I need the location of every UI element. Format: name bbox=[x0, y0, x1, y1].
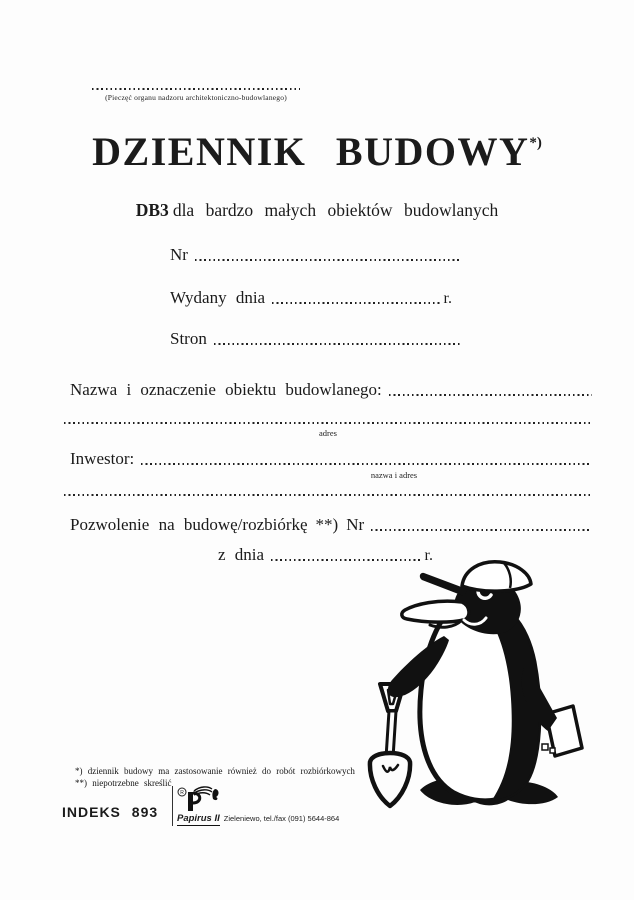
page-title: DZIENNIK BUDOWY*) bbox=[92, 129, 542, 174]
object-caption: adres bbox=[319, 428, 337, 438]
investor-fill-line-2[interactable] bbox=[64, 494, 592, 496]
issued-date-label: Wydany dnia bbox=[170, 288, 266, 307]
object-fill-line[interactable] bbox=[389, 394, 592, 396]
stamp-fill-line[interactable] bbox=[92, 88, 300, 90]
object-fill-line-2[interactable] bbox=[64, 422, 592, 424]
index-number: INDEKS 893 bbox=[62, 804, 159, 820]
object-label: Nazwa i oznaczenie obiektu budowlanego: bbox=[70, 380, 382, 399]
field-pages bbox=[170, 330, 462, 349]
field-investor bbox=[70, 450, 592, 469]
publisher-brand: Papirus II bbox=[177, 813, 220, 824]
pages-fill-line[interactable] bbox=[214, 343, 462, 345]
footnote-1: *) dziennik budowy ma zastosowanie również do robót rozbiórkowych bbox=[75, 766, 355, 776]
pages-label: Stron bbox=[170, 329, 207, 348]
publisher-details: Zieleniewo, tel./fax (091) 5644-864 bbox=[223, 814, 340, 823]
form-code: DB3 bbox=[135, 200, 169, 220]
investor-caption: nazwa i adres bbox=[370, 470, 418, 480]
permit-date-label: z dnia bbox=[218, 545, 265, 564]
permit-fill-line[interactable] bbox=[371, 529, 592, 531]
papirus-logo-icon bbox=[177, 786, 223, 812]
svg-text:R: R bbox=[180, 790, 184, 796]
permit-nr-label: Nr bbox=[346, 515, 365, 534]
permit-label: Pozwolenie na budowę/rozbiórkę bbox=[70, 515, 308, 534]
field-permit bbox=[70, 516, 592, 535]
footnote-2: **) niepotrzebne skreślić bbox=[75, 778, 172, 788]
subtitle-text: dla bardzo małych obiektów budowlanych bbox=[172, 200, 499, 220]
issued-date-fill-line[interactable] bbox=[272, 302, 441, 304]
field-issued-date bbox=[170, 289, 452, 308]
field-object bbox=[70, 381, 592, 400]
title-footnote-mark: *) bbox=[529, 135, 542, 151]
page-subtitle bbox=[0, 200, 634, 221]
issued-date-suffix: r. bbox=[443, 290, 452, 308]
field-nr bbox=[170, 246, 462, 265]
investor-fill-line[interactable] bbox=[141, 463, 592, 465]
nr-label: Nr bbox=[170, 245, 188, 264]
permit-footnote-mark: **) bbox=[315, 515, 339, 534]
nr-fill-line[interactable] bbox=[195, 259, 462, 261]
permit-date-suffix: r. bbox=[424, 547, 433, 565]
investor-label: Inwestor: bbox=[70, 449, 135, 468]
stamp-caption: (Pieczęć organu nadzoru architektoniczno-budowlanego) bbox=[105, 93, 287, 102]
publisher-block bbox=[172, 786, 339, 826]
